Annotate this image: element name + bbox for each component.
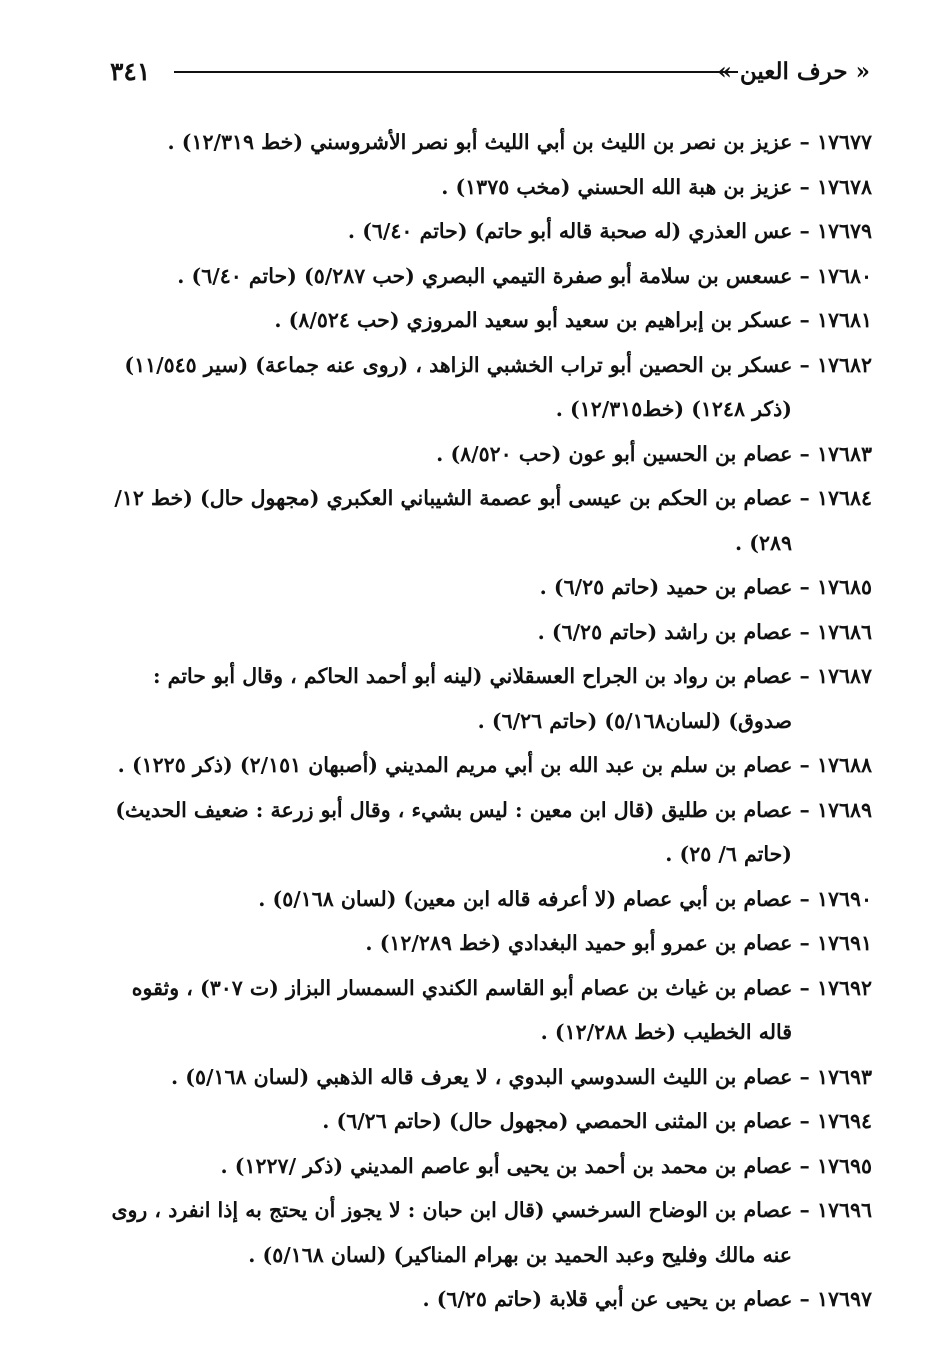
entry	[100, 165, 872, 210]
entry-number: ١٧٦٨٦	[816, 619, 872, 644]
entry-text: عصام بن يحيى عن أبي قلابة (حاتم ٦/٢٥) .	[422, 1287, 793, 1311]
entry	[100, 921, 872, 966]
entry	[100, 1277, 872, 1322]
entry-number: ١٧٦٧٨	[816, 174, 872, 199]
entry-separator: –	[792, 263, 817, 288]
entry-separator: –	[792, 1064, 817, 1089]
entry	[100, 966, 872, 1055]
entry-number: ١٧٦٨٥	[816, 575, 872, 599]
entry	[100, 1055, 872, 1100]
entry-number: ١٧٦٧٧	[816, 130, 872, 154]
entry	[100, 877, 872, 922]
entry-text: عصام بن الليث السدوسي البدوي ، لا يعرف قاله الذهبي (لسان ٥/١٦٨) .	[171, 1064, 793, 1089]
entry-number: ١٧٦٨٣	[816, 441, 872, 466]
entry	[100, 209, 872, 254]
entry-number: ١٧٦٩٧	[816, 1287, 872, 1311]
entry-number: ١٧٦٩١	[816, 931, 872, 955]
entry-separator: –	[792, 1109, 817, 1133]
entry	[100, 254, 872, 299]
entry-separator: –	[792, 130, 817, 154]
entry-text: عصام بن الحكم بن عيسى أبو عصمة الشيباني العكبري (مجهول حال) (خط ١٢/ ٢٨٩) .	[114, 486, 793, 555]
page-number: ٣٤١	[110, 57, 151, 86]
entry-separator: –	[792, 1287, 817, 1311]
entry-separator: –	[792, 575, 817, 599]
entry	[100, 788, 872, 877]
entry	[100, 476, 872, 565]
entry-text: عصام بن غياث بن عصام أبو القاسم الكندي السمسار البزاز (ت ٣٠٧) ، وثقوه قاله الخطيب (خط ١٢/٢٨٨) .	[131, 975, 793, 1044]
entry-separator: –	[792, 664, 817, 688]
entry-text: عزيز بن هبة الله الحسني (مخب ١٣٧٥) .	[441, 174, 793, 199]
entry	[100, 565, 872, 610]
entry-text: عصام بن رواد بن الجراح العسقلاني (لينه أبو أحمد الحاكم ، وقال أبو حاتم : صدوق) (لسان٥/١٦٨) (حاتم ٦/٢٦) .	[152, 664, 793, 733]
entry-number: ١٧٦٨٤	[816, 486, 872, 510]
entry-text: عصام بن عمرو أبو حميد البغدادي (خط ١٢/٢٨٩) .	[365, 931, 793, 955]
entry	[100, 343, 872, 432]
entry-number: ١٧٦٩٣	[816, 1064, 872, 1089]
entry-separator: –	[792, 931, 817, 955]
entry-separator: –	[792, 1153, 817, 1178]
entry-text: عسكر بن الحصين أبو تراب الخشبي الزاهد ، (روى عنه جماعة) (سير ١١/٥٤٥) (ذكر ١٢٤٨) (خط١٢/٣١٥) .	[124, 352, 793, 421]
entry	[100, 298, 872, 343]
entry-number: ١٧٦٨٧	[816, 664, 872, 688]
entry-text: عصام بن محمد بن أحمد بن يحيى أبو عاصم المديني (ذكر /١٢٢٧) .	[220, 1153, 793, 1178]
entry	[100, 432, 872, 477]
entry-separator: –	[792, 352, 817, 377]
entry-separator: –	[792, 975, 817, 1000]
entry-separator: –	[792, 886, 817, 911]
entry-separator: –	[792, 753, 817, 777]
entry-text: عصام بن المثنى الحمصي (مجهول حال) (حاتم ٦/٢٦) .	[322, 1109, 793, 1133]
entry	[100, 1144, 872, 1189]
entry-text: عصام بن طليق (قال ابن معين : ليس بشيء ، وقال أبو زرعة : ضعيف الحديث) (حاتم ٦/ ٢٥) .	[115, 797, 793, 866]
entry-list	[100, 120, 872, 1322]
entry-separator: –	[792, 219, 817, 243]
header-rule	[174, 71, 738, 73]
entry	[100, 1188, 872, 1277]
entry-separator: –	[792, 797, 817, 822]
entry-text: عسعس بن سلامة أبو صفرة التيمي البصري (حب ٥/٢٨٧) (حاتم ٦/٤٠) .	[177, 263, 793, 288]
entry-number: ١٧٦٨٠	[816, 263, 872, 288]
entry-separator: –	[792, 619, 817, 644]
entry-number: ١٧٦٨٩	[816, 797, 872, 822]
entry-text: عصام بن سلم بن عبد الله بن أبي مريم المديني (أصبهان ٢/١٥١) (ذكر ١٢٢٥) .	[117, 753, 793, 777]
entry-text: عصام بن الوضاح السرخسي (قال ابن حبان : لا يجوز أن يحتج به إذا انفرد ، روى عنه مالك وفليح وعبد الحميد بن بهرام المناكير) (لسان ٥/١٦٨) .	[111, 1198, 793, 1267]
entry-text: عصام بن أبي عصام (لا أعرفه قاله ابن معين) (لسان ٥/١٦٨) .	[258, 886, 793, 911]
entry	[100, 120, 872, 165]
entry-number: ١٧٦٨٢	[816, 352, 872, 377]
entry-number: ١٧٦٨٨	[816, 753, 872, 777]
entry	[100, 1099, 872, 1144]
entry-text: عسكر بن إبراهيم بن سعيد أبو سعيد المروزي (حب ٨/٥٢٤) .	[274, 308, 793, 332]
entry-number: ١٧٦٩٤	[816, 1109, 872, 1133]
entry-text: عصام بن راشد (حاتم ٦/٢٥) .	[537, 619, 793, 644]
entry-separator: –	[792, 486, 817, 510]
entry-text: عس العذري (له صحبة قاله أبو حاتم) (حاتم ٦/٤٠) .	[347, 219, 793, 243]
entry-number: ١٧٦٩٥	[816, 1153, 872, 1178]
entry-number: ١٧٦٩٢	[816, 975, 872, 1000]
entry	[100, 743, 872, 788]
entry	[100, 610, 872, 655]
entry-number: ١٧٦٨١	[816, 308, 872, 332]
page-header	[110, 52, 870, 92]
entry-number: ١٧٦٧٩	[816, 219, 872, 243]
entry-number: ١٧٦٩٠	[816, 886, 872, 911]
entry-separator: –	[792, 308, 817, 332]
entry-text: عصام بن حميد (حاتم ٦/٢٥) .	[539, 575, 793, 599]
entry-separator: –	[792, 441, 817, 466]
entry	[100, 654, 872, 743]
entry-text: عزيز بن نصر بن الليث بن أبي الليث أبو نصر الأشروسني (خط ١٢/٣١٩) .	[167, 130, 793, 154]
entry-separator: –	[792, 1198, 817, 1222]
entry-text: عصام بن الحسين أبو عون (حب ٨/٥٢٠) .	[436, 441, 793, 466]
entry-number: ١٧٦٩٦	[816, 1198, 872, 1222]
chapter-title: « حرف العين »	[717, 58, 870, 85]
entry-separator: –	[792, 174, 817, 199]
